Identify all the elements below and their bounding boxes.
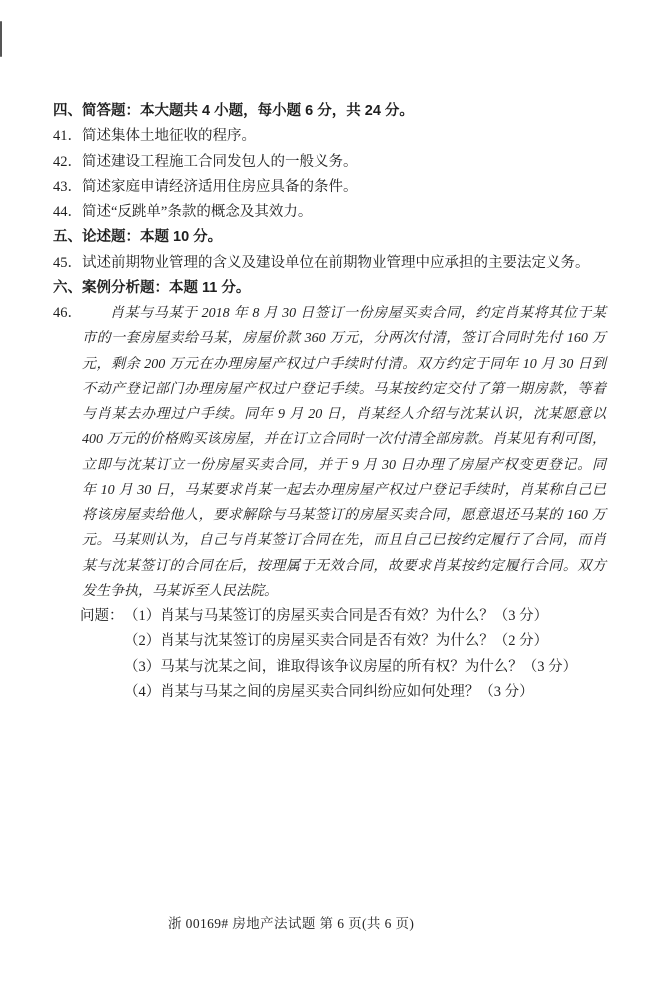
case-line: 与肖某去办理过户手续。同年 9 月 20 日，肖某经人介绍与沈某认识，沈某愿意以 <box>82 407 606 422</box>
scan-edge-artifact <box>0 21 2 57</box>
question-46 <box>53 301 606 604</box>
question-44 <box>53 200 606 225</box>
question-text: （3）马某与沈某之间，谁取得该争议房屋的所有权？为什么？（3 分） <box>124 658 578 675</box>
question-42 <box>53 150 606 175</box>
case-line: 元，剩余 200 万元在办理房屋产权过户手续时付清。双方约定于同年 10 月 30 日到 <box>82 356 606 372</box>
exam-content <box>53 99 606 705</box>
question-text: 试述前期物业管理的含义及建设单位在前期物业管理中应承担的主要法定义务。 <box>82 254 590 271</box>
case-line: 年 10 月 30 日，马某要求肖某一起去办理房屋产权过户登记手续时，肖某称自己已 <box>82 482 606 498</box>
question-text: 简述建设工程施工合同发包人的一般义务。 <box>82 153 358 170</box>
questions-label: 问题： <box>80 608 124 624</box>
case-line: 发生争执，马某诉至人民法院。 <box>82 583 278 599</box>
case-question-2 <box>80 629 606 654</box>
case-line: 市的一套房屋卖给马某，房屋价款 360 万元，分两次付清，签订合同时先付 160 万 <box>82 331 606 347</box>
question-text: （4）肖某与马某之间的房屋买卖合同纠纷应如何处理？（3 分） <box>124 683 534 700</box>
case-question-1 <box>80 604 606 629</box>
case-paragraph <box>82 301 606 604</box>
question-43 <box>53 175 606 200</box>
question-number: 43． <box>53 178 82 195</box>
case-question-3 <box>80 655 606 680</box>
section-heading-short-answer: 四、简答题：本大题共 4 小题，每小题 6 分，共 24 分。 <box>53 103 414 119</box>
case-line: 不动产登记部门办理房屋产权过户登记手续。马某按约定交付了第一期房款，等着 <box>82 381 606 397</box>
case-line: 立即与沈某订立一份房屋买卖合同，并于 9 月 30 日办理了房屋产权变更登记。同 <box>82 457 606 473</box>
question-text: （2）肖某与沈某签订的房屋买卖合同是否有效？为什么？（2 分） <box>124 633 549 650</box>
question-number: 44． <box>53 204 82 220</box>
question-text: 简述家庭申请经济适用住房应具备的条件。 <box>82 178 358 195</box>
case-line: 某与沈某签订的合同在后，按理属于无效合同，故要求肖某按约定履行合同。双方 <box>82 558 606 574</box>
case-question-4 <box>80 680 606 705</box>
section-heading-essay: 五、论述题：本题 10 分。 <box>53 229 223 246</box>
question-41 <box>53 124 606 149</box>
case-line: 400 万元的价格购买该房屋，并在订立合同时一次付清全部房款。肖某见有利可图， <box>82 432 606 448</box>
case-line: 元。马某则认为，自己与肖某签订合同在先，而且自己已按约定履行了合同，而肖 <box>82 533 606 549</box>
question-number: 41． <box>53 128 82 145</box>
case-line: 将该房屋卖给他人，要求解除与马某签订的房屋买卖合同，愿意退还马某的 160 万 <box>82 508 606 523</box>
question-number: 46． <box>53 305 82 321</box>
question-number: 42． <box>53 153 82 170</box>
case-questions <box>80 604 606 705</box>
question-text: （1）肖某与马某签订的房屋买卖合同是否有效？为什么？（3 分） <box>124 608 549 624</box>
section-heading-case-analysis: 六、案例分析题：本题 11 分。 <box>53 279 251 296</box>
question-text: 简述“反跳单”条款的概念及其效力。 <box>82 204 313 220</box>
case-line: 肖某与马某于 2018 年 8 月 30 日签订一份房屋买卖合同，约定肖某将其位于某 <box>110 306 606 321</box>
question-number: 45． <box>53 254 82 271</box>
page-footer: 浙 00169# 房地产法试题 第 6 页(共 6 页) <box>168 916 415 931</box>
question-45 <box>53 251 606 276</box>
question-text: 简述集体土地征收的程序。 <box>82 128 256 145</box>
